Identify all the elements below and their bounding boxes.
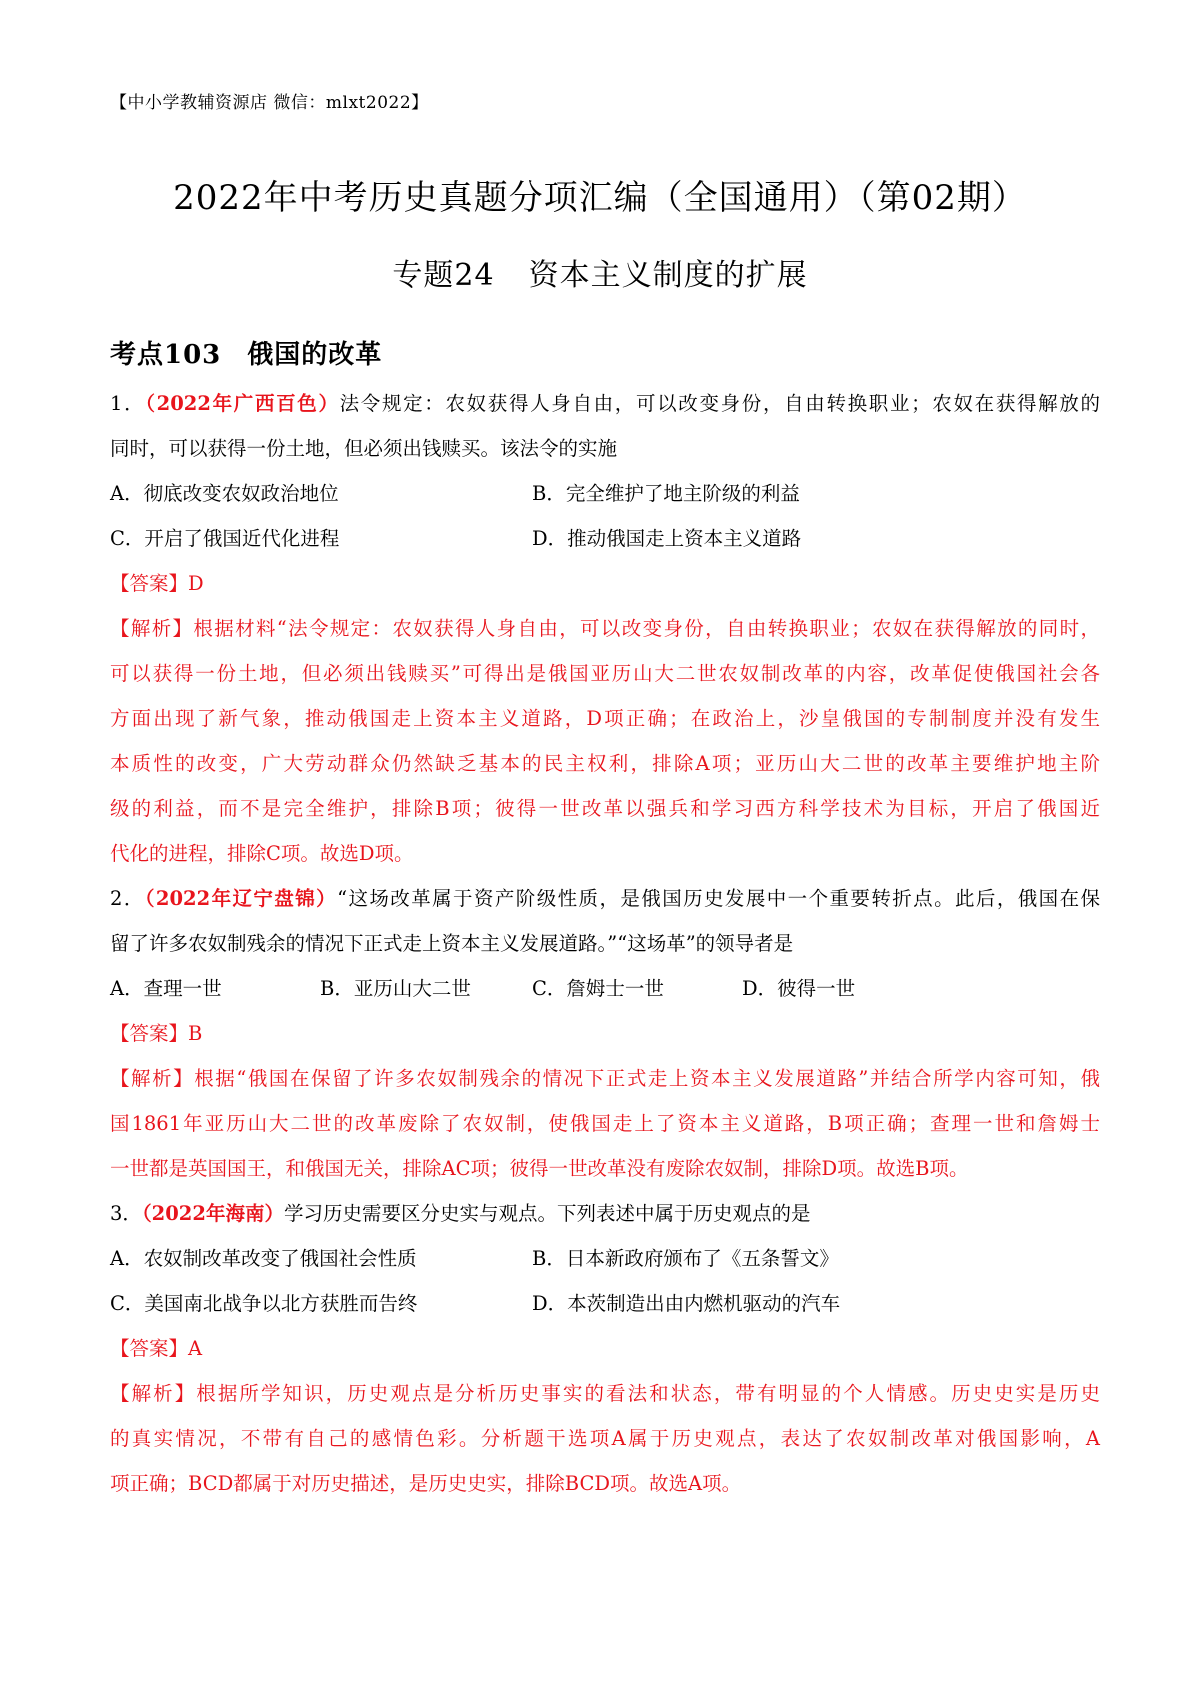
question-1-analysis-line-1: 【解析】根据材料“法令规定：农奴获得人身自由，可以改变身份，自由转换职业；农奴在获得解放的同时， [110,617,1100,640]
question-2-option-c: C．詹姆士一世 [532,977,664,1000]
section-title [110,334,382,371]
question-2-stem-line-1: 2．（2022年辽宁盘锦）“这场改革属于资产阶级性质，是俄国历史发展中一个重要转折点。此后，俄国在保 [110,887,1100,910]
question-2-option-d: D．彼得一世 [742,977,856,1000]
section-name: 俄国的改革 [247,340,383,370]
question-2-option-b: B．亚历山大二世 [320,977,471,1000]
question-3-analysis-line-3: 项正确；BCD都属于对历史描述，是历史史实，排除BCD项。故选A项。 [110,1472,742,1495]
question-1-analysis-line-5: 级的利益，而不是完全维护，排除B项；彼得一世改革以强兵和学习西方科学技术为目标，开启了俄国近 [110,797,1100,820]
question-1-option-c: C．开启了俄国近代化进程 [110,527,340,550]
question-3-option-a: A．农奴制改革改变了俄国社会性质 [110,1247,417,1270]
topic-number: 专题24 [392,258,495,293]
question-3-answer: 【答案】A [110,1337,203,1360]
main-title: 2022年中考历史真题分项汇编（全国通用）（第02期） [173,178,1027,218]
section-number: 考点103 [110,340,222,370]
question-3-stem-line-1: 3．（2022年海南）学习历史需要区分史实与观点。下列表述中属于历史观点的是 [110,1202,811,1225]
question-1-stem-line-1: 1．（2022年广西百色）法令规定：农奴获得人身自由，可以改变身份，自由转换职业；农奴在获得解放的 [110,392,1100,415]
question-1-option-b: B．完全维护了地主阶级的利益 [532,482,800,505]
question-1-analysis-line-2: 可以获得一份土地，但必须出钱赎买”可得出是俄国亚历山大二世农奴制改革的内容，改革促使俄国社会各 [110,662,1100,685]
question-2-stem-line-2: 留了许多农奴制残余的情况下正式走上资本主义发展道路。”“这场革”的领导者是 [110,932,794,955]
question-1-analysis-line-3: 方面出现了新气象，推动俄国走上资本主义道路，D项正确；在政治上，沙皇俄国的专制制度并没有发生 [110,707,1100,730]
question-3-source: （2022年海南） [141,1202,284,1225]
question-2-analysis-line-2: 国1861年亚历山大二世的改革废除了农奴制，使俄国走上了资本主义道路，B项正确；查理一世和詹姆士 [110,1112,1100,1135]
header-note: 【中小学教辅资源店 微信：mlxt2022】 [110,93,429,113]
question-2-option-a: A．查理一世 [110,977,222,1000]
question-1-option-d: D．推动俄国走上资本主义道路 [532,527,802,550]
question-1-source: （2022年广西百色） [145,392,340,415]
question-3-option-d: D．本茨制造出由内燃机驱动的汽车 [532,1292,841,1315]
question-3-option-b: B．日本新政府颁布了《五条誓文》 [532,1247,839,1270]
question-2-answer: 【答案】B [110,1022,203,1045]
question-3-analysis-line-2: 的真实情况，不带有自己的感情色彩。分析题干选项A属于历史观点，表达了农奴制改革对俄国影响，A [110,1427,1100,1450]
subtitle [0,250,1200,294]
question-1-analysis-line-6: 代化的进程，排除C项。故选D项。 [110,842,414,865]
topic-name: 资本主义制度的扩展 [528,258,808,293]
question-1-analysis-line-4: 本质性的改变，广大劳动群众仍然缺乏基本的民主权利，排除A项；亚历山大二世的改革主要维护地主阶 [110,752,1100,775]
question-2-analysis-line-1: 【解析】根据“俄国在保留了许多农奴制残余的情况下正式走上资本主义发展道路”并结合所学内容可知，俄 [110,1067,1100,1090]
question-3-option-c: C．美国南北战争以北方获胜而告终 [110,1292,418,1315]
question-2-analysis-line-3: 一世都是英国国王，和俄国无关，排除AC项；彼得一世改革没有废除农奴制，排除D项。故选B项。 [110,1157,969,1180]
question-1-option-a: A．彻底改变农奴政治地位 [110,482,339,505]
question-2-source: （2022年辽宁盘锦） [144,887,338,910]
question-3-analysis-line-1: 【解析】根据所学知识，历史观点是分析历史事实的看法和状态，带有明显的个人情感。历史史实是历史 [110,1382,1100,1405]
question-1-answer: 【答案】D [110,572,204,595]
question-1-stem-line-2: 同时，可以获得一份土地，但必须出钱赎买。该法令的实施 [110,437,618,460]
